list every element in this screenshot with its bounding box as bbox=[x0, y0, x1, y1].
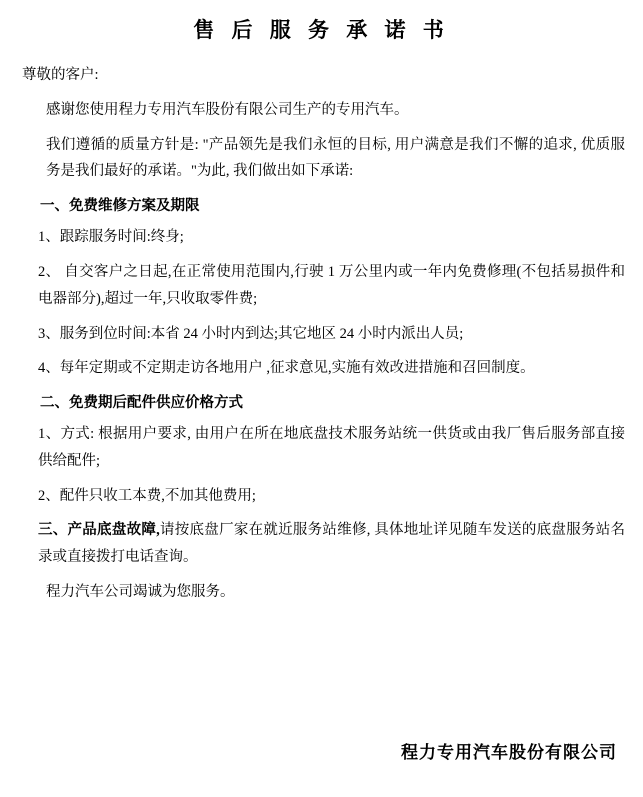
section-3-paragraph bbox=[18, 517, 625, 571]
section-2-item-2: 2、配件只收工本费,不加其他费用; bbox=[38, 487, 256, 504]
section-1-item-3: 3、服务到位时间:本省 24 小时内到达;其它地区 24 小时内派出人员; bbox=[38, 325, 464, 342]
section-1-item-1: 1、跟踪服务时间:终身; bbox=[38, 229, 184, 246]
section-1-heading: 一、免费维修方案及期限 bbox=[40, 198, 200, 215]
quality-policy-paragraph: 我们遵循的质量方针是: "产品领先是我们永恒的目标, 用户满意是我们不懈的追求, 优质服务是我们最好的承诺。"为此, 我们做出如下承诺: bbox=[46, 136, 625, 180]
section-1-item-4: 4、每年定期或不定期走访各地用户 ,征求意见,实施有效改进措施和召回制度。 bbox=[38, 360, 535, 377]
salutation: 尊敬的客户: bbox=[22, 67, 99, 83]
section-1-item-2: 2、 自交客户之日起,在正常使用范围内,行驶 1 万公里内或一年内免费修理(不包括易损件和电器部分),超过一年,只收取零件费; bbox=[38, 263, 625, 307]
section-3-heading: 三、产品底盘故障, bbox=[38, 522, 160, 539]
section-2-item-1: 1、方式: 根据用户要求, 由用户在所在地底盘技术服务站统一供货或由我厂售后服务部直接供给配件; bbox=[38, 425, 625, 469]
section-2-heading: 二、免费期后配件供应价格方式 bbox=[40, 395, 243, 412]
closing-paragraph: 程力汽车公司竭诚为您服务。 bbox=[46, 584, 235, 600]
section-3-body: 请按底盘厂家在就近服务站维修, 具体地址详见随车发送的底盘服务站名录或直接拨打电话查询。 bbox=[38, 522, 625, 566]
company-signature: 程力专用汽车股份有限公司 bbox=[401, 743, 617, 762]
page-title: 售 后 服 务 承 诺 书 bbox=[193, 18, 450, 42]
thanks-paragraph: 感谢您使用程力专用汽车股份有限公司生产的专用汽车。 bbox=[46, 101, 409, 118]
